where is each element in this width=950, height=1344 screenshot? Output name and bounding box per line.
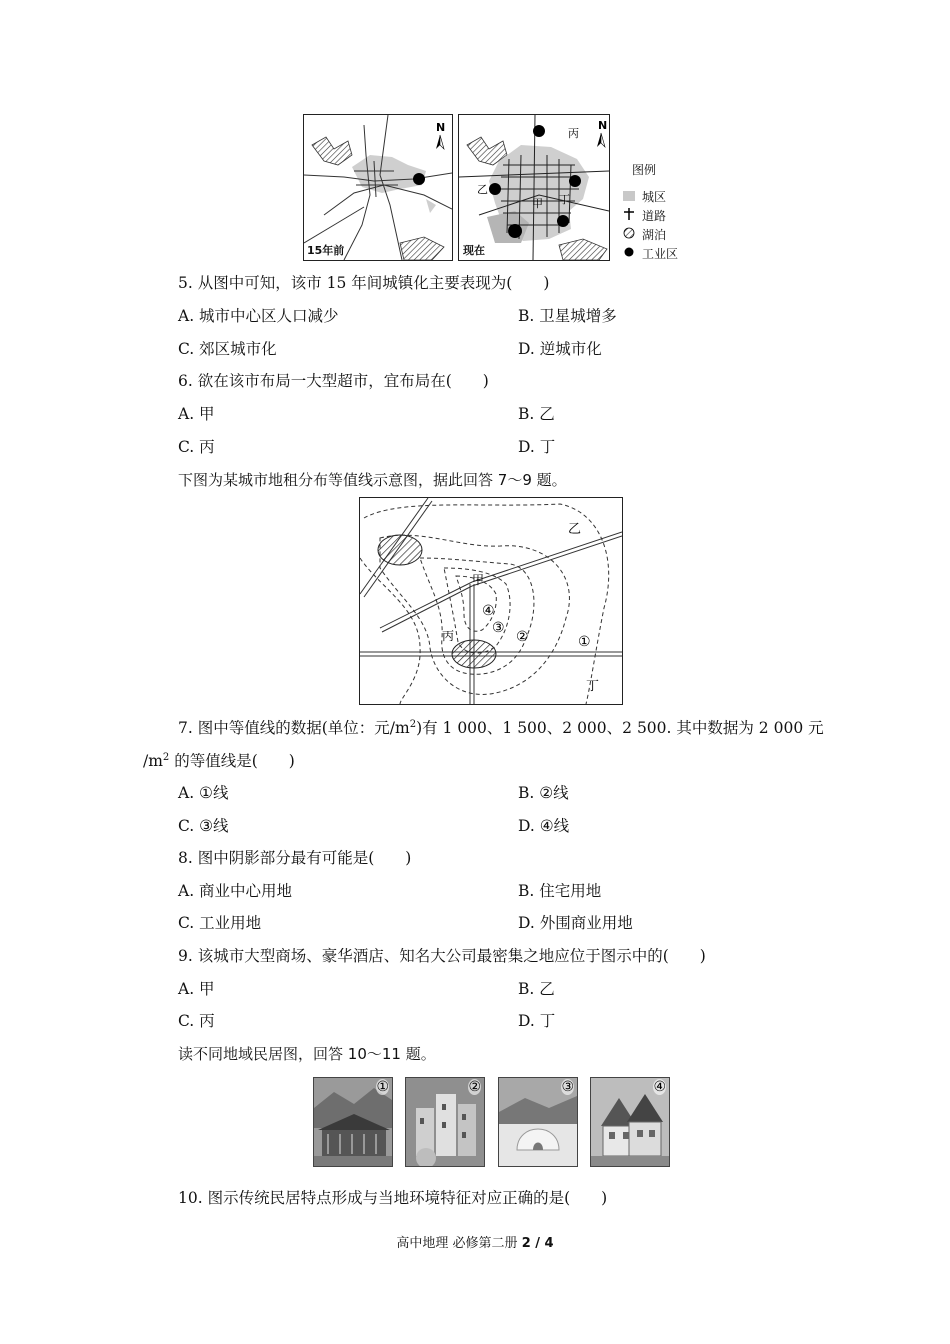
city-map-past-svg	[304, 115, 452, 260]
q8-option-c[interactable]: C. 工业用地	[178, 914, 262, 932]
map2-label-yi: 乙	[568, 522, 582, 537]
map-now-label: 现在	[463, 244, 485, 257]
q5-option-d[interactable]: D. 逆城市化	[518, 340, 602, 358]
legend-item-city: 城区	[622, 187, 678, 206]
dwelling-photo-4	[590, 1077, 670, 1167]
land-rent-isoline-map	[359, 497, 623, 705]
q8-option-d[interactable]: D. 外围商业用地	[518, 914, 633, 932]
isoline-label-1: ①	[578, 634, 591, 650]
q9-option-c[interactable]: C. 丙	[178, 1012, 215, 1030]
q5-option-a[interactable]: A. 城市中心区人口减少	[178, 307, 339, 325]
page-footer: 高中地理 必修第二册 2 / 4	[396, 1236, 554, 1251]
map1-label-jia: 甲	[532, 197, 543, 210]
photo-number-1: ①	[376, 1079, 389, 1095]
page-number: 2 / 4	[521, 1236, 554, 1251]
photo-number-2: ②	[468, 1079, 481, 1095]
legend-title: 图例	[632, 163, 657, 177]
q7-option-b[interactable]: B. ②线	[518, 784, 569, 802]
road-cross-icon	[622, 208, 636, 223]
north-label-2: N	[598, 119, 608, 132]
q6-option-d[interactable]: D. 丁	[518, 438, 556, 456]
city-map-now	[458, 114, 610, 261]
legend-item-industry: 工业区	[622, 244, 678, 263]
intro-questions-7-9: 下图为某城市地租分布等值线示意图，据此回答 7～9 题。	[178, 471, 567, 489]
dot-icon	[622, 246, 636, 261]
hatched-lake-icon	[622, 227, 636, 242]
q8-option-a[interactable]: A. 商业中心用地	[178, 882, 293, 900]
map1-label-ding: 丁	[559, 193, 570, 206]
q9-option-d[interactable]: D. 丁	[518, 1012, 556, 1030]
q9-option-b[interactable]: B. 乙	[518, 980, 555, 998]
legend-item-lake: 湖泊	[622, 225, 678, 244]
q8-stem: 8. 图中阴影部分最有可能是( )	[178, 849, 412, 867]
q6-option-b[interactable]: B. 乙	[518, 405, 555, 423]
q9-stem: 9. 该城市大型商场、豪华酒店、知名大公司最密集之地应位于图示中的( )	[178, 947, 706, 965]
photo-number-4: ④	[653, 1079, 666, 1095]
legend-item-road: 道路	[622, 206, 678, 225]
isoline-label-3: ③	[492, 620, 505, 636]
intro-questions-10-11: 读不同地域民居图，回答 10～11 题。	[178, 1045, 436, 1063]
photo-number-3: ③	[561, 1079, 574, 1095]
q9-option-a[interactable]: A. 甲	[178, 980, 215, 998]
dwelling-photo-3	[498, 1077, 578, 1167]
city-map-15-years-ago	[303, 114, 453, 261]
q8-option-b[interactable]: B. 住宅用地	[518, 882, 602, 900]
q6-option-c[interactable]: C. 丙	[178, 438, 215, 456]
dwelling-photo-1	[313, 1077, 393, 1167]
north-label-1: N	[436, 121, 446, 134]
q7-option-d[interactable]: D. ④线	[518, 817, 570, 835]
map2-label-jia: 甲	[472, 573, 485, 587]
land-rent-map-svg	[360, 498, 622, 704]
q5-option-c[interactable]: C. 郊区城市化	[178, 340, 277, 358]
isoline-label-4: ④	[482, 603, 495, 619]
isoline-label-2: ②	[516, 629, 529, 645]
q10-stem: 10. 图示传统民居特点形成与当地环境特征对应正确的是( )	[178, 1189, 608, 1207]
map2-label-ding: 丁	[586, 679, 600, 694]
map1-label-yi: 乙	[477, 183, 488, 196]
map1-label-bing: 丙	[568, 127, 579, 140]
q7-option-c[interactable]: C. ③线	[178, 817, 229, 835]
q5-option-b[interactable]: B. 卫星城增多	[518, 307, 617, 325]
dwelling-photo-2	[405, 1077, 485, 1167]
q6-option-a[interactable]: A. 甲	[178, 405, 215, 423]
q7-option-a[interactable]: A. ①线	[178, 784, 229, 802]
q7-stem-line1: 7. 图中等值线的数据(单位：元$/m^2$)有 1 000、1 500、2 000、2 500. 其中数据为 2 000 元	[178, 718, 824, 737]
map2-label-bing: 丙	[442, 629, 455, 643]
gray-area-icon	[622, 190, 636, 204]
map-legend	[622, 160, 678, 263]
city-map-now-svg	[459, 115, 609, 260]
map-past-label: 15年前	[307, 244, 345, 257]
q7-stem-line2: $/m^2$ 的等值线是( )	[143, 751, 295, 770]
q6-stem: 6. 欲在该市布局一大型超市，宜布局在( )	[178, 372, 489, 390]
q5-stem: 5. 从图中可知，该市 15 年间城镇化主要表现为( )	[178, 274, 550, 292]
